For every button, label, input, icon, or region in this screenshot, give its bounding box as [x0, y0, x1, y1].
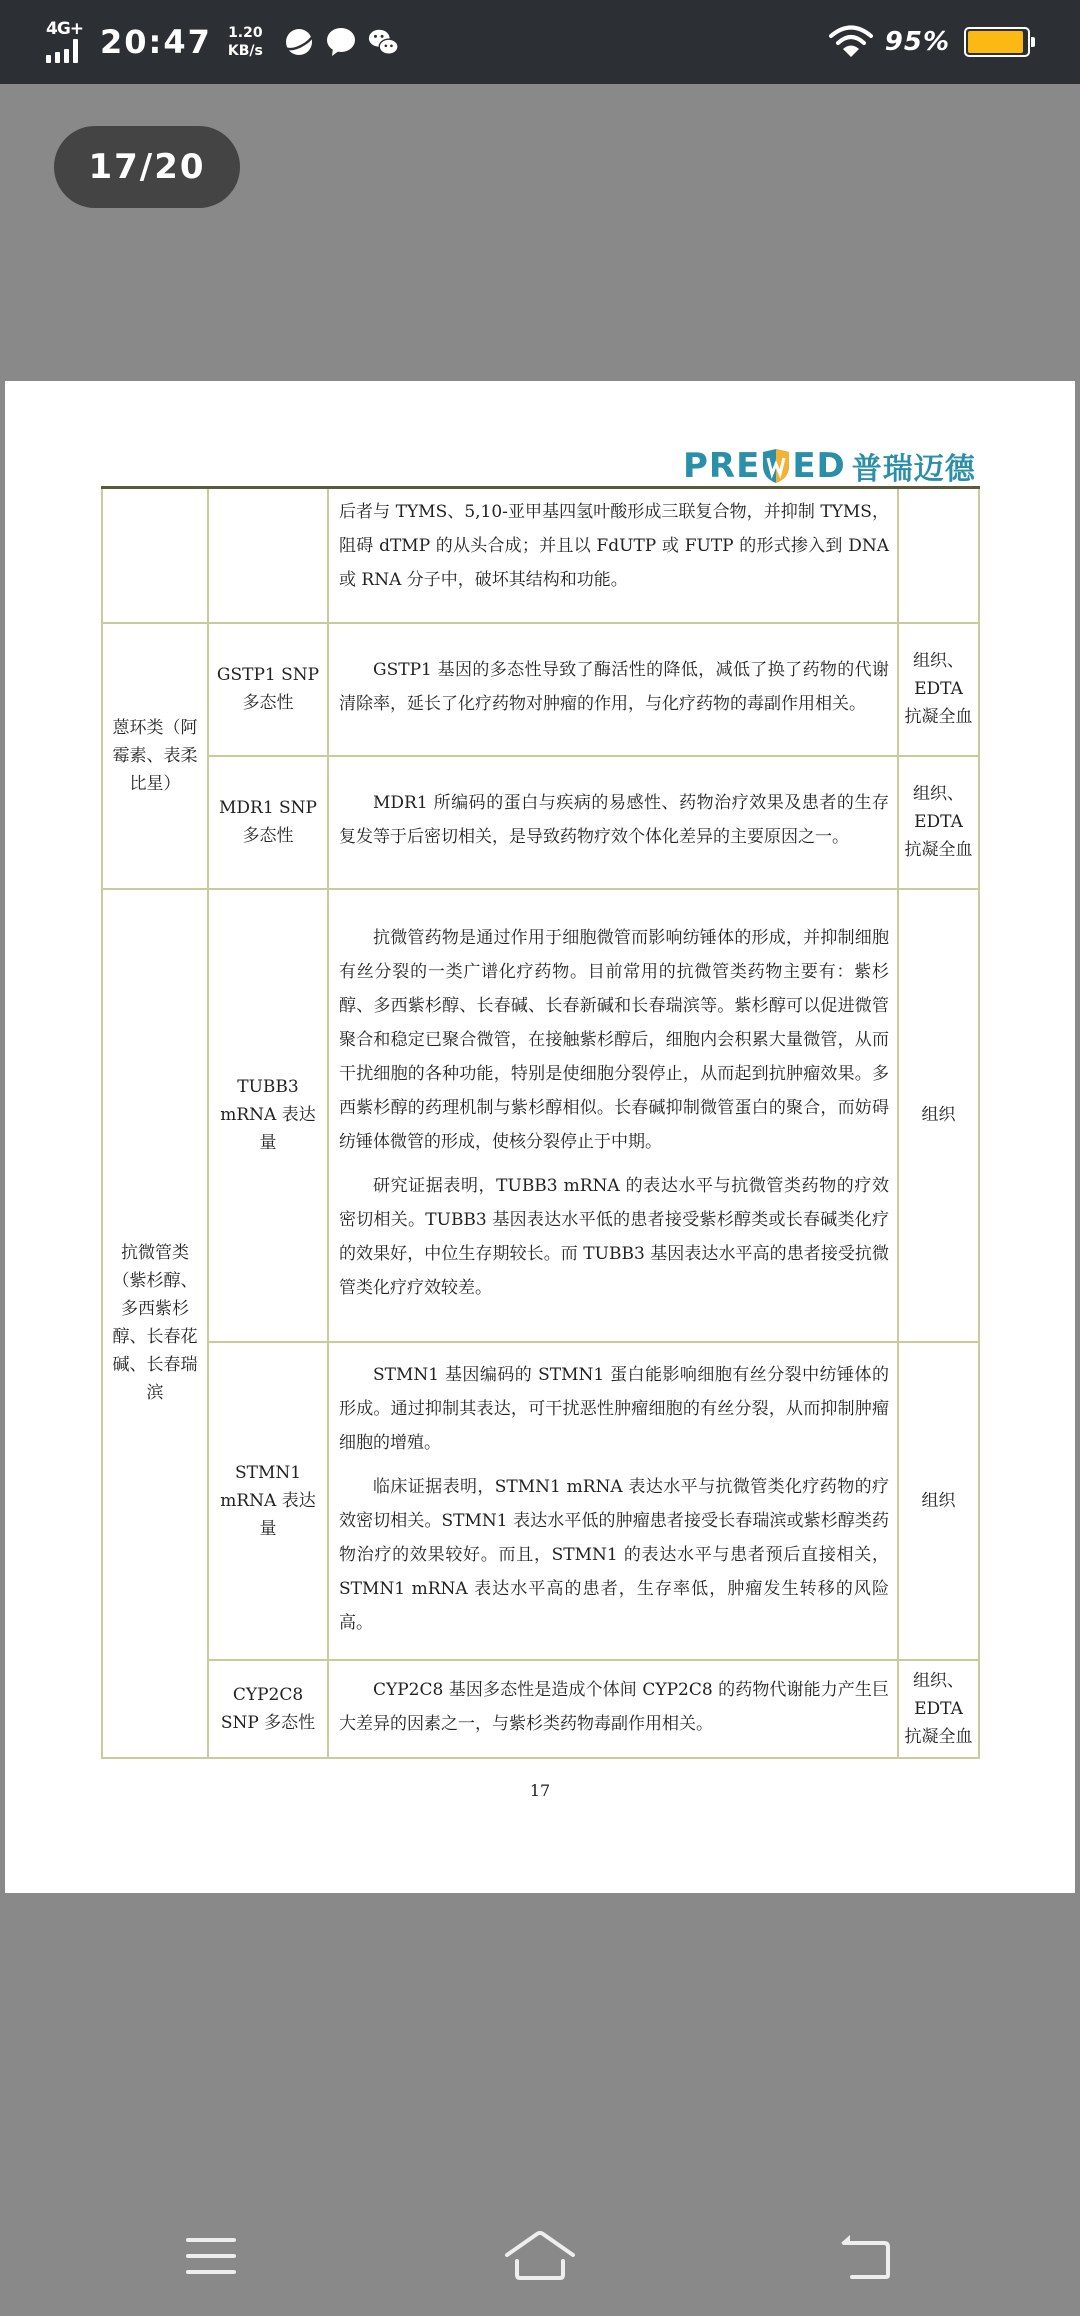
description-cell: GSTP1 基因的多态性导致了酶活性的降低，减低了换了药物的代谢清除率，延长了化疗药物对肿瘤的作用，与化疗药物的毒副作用相关。 — [328, 623, 898, 756]
home-icon — [504, 2231, 576, 2281]
category-cell: 蒽环类（阿霉素、表柔比星） — [102, 623, 208, 889]
description-cell: MDR1 所编码的蛋白与疾病的易感性、药物治疗效果及患者的生存复发等于后密切相关，是导致药物疗效个体化差异的主要原因之一。 — [328, 756, 898, 889]
drug-gene-table — [101, 486, 980, 1759]
sample-cell: 组织 — [898, 1342, 979, 1660]
sample-cell: 组织、EDTA 抗凝全血 — [898, 756, 979, 889]
status-bar — [0, 0, 1080, 84]
net-speed: 1.20 KB/s — [227, 25, 263, 59]
back-icon — [838, 2231, 894, 2281]
table-row — [102, 756, 979, 889]
premed-logo: PRE ED 普瑞迈德 — [683, 446, 976, 487]
description-cell: STMN1 基因编码的 STMN1 蛋白能影响细胞有丝分裂中纺锤体的形成。通过抑制其表达，可干扰恶性肿瘤细胞的有丝分裂，从而抑制肿瘤细胞的增殖。 临床证据表明，STMN1 mRNA 表达水平与抗微管类化疗药物的疗效密切相关。STMN1 表达水平低的肿瘤患者接受长春瑞滨或紫杉醇类药物治疗的效果较好。而且，STMN1 的表达水平与患者预后直接相关，STMN1 mRNA 表达水平高的患者，生存率低，肿瘤发生转移的风险高。 — [328, 1342, 898, 1660]
sample-cell: 组织、EDTA 抗凝全血 — [898, 1660, 979, 1758]
menu-button[interactable] — [171, 2226, 251, 2286]
gene-cell: GSTP1 SNP 多态性 — [208, 623, 328, 756]
clock: 20:47 — [100, 23, 212, 61]
network-type: 4G+ — [46, 19, 84, 39]
sample-cell — [898, 488, 979, 623]
category-cell: 抗微管类（紫杉醇、多西紫杉醇、长春花碱、长春瑞滨 — [102, 889, 208, 1758]
gene-cell: CYP2C8 SNP 多态性 — [208, 1660, 328, 1758]
table-row — [102, 488, 979, 623]
battery-icon — [964, 27, 1030, 57]
gene-cell: STMN1 mRNA 表达量 — [208, 1342, 328, 1660]
navigation-bar — [0, 2196, 1080, 2316]
description-cell: CYP2C8 基因多态性是造成个体间 CYP2C8 的药物代谢能力产生巨大差异的因素之一，与紫杉类药物毒副作用相关。 — [328, 1660, 898, 1758]
category-cell — [102, 488, 208, 623]
table-row — [102, 889, 979, 1342]
table-row — [102, 1660, 979, 1758]
table-row — [102, 1342, 979, 1660]
cellular-signal-icon — [46, 21, 88, 63]
battery-percent: 95% — [884, 27, 950, 57]
browser-planet-icon — [283, 26, 315, 58]
sample-cell: 组织、EDTA 抗凝全血 — [898, 623, 979, 756]
message-bubble-icon — [325, 26, 357, 58]
gene-cell: MDR1 SNP 多态性 — [208, 756, 328, 889]
gene-cell — [208, 488, 328, 623]
wifi-icon — [829, 25, 873, 59]
menu-icon — [185, 2236, 237, 2276]
description-cell: 后者与 TYMS、5,10-亚甲基四氢叶酸形成三联复合物，并抑制 TYMS，阻碍 dTMP 的从头合成；并且以 FdUTP 或 FUTP 的形式掺入到 DNA 或 RNA 分子中，破坏其结构和功能。 — [328, 488, 898, 623]
document-page[interactable] — [5, 381, 1075, 1893]
wechat-icon — [367, 26, 399, 58]
sample-cell: 组织 — [898, 889, 979, 1342]
back-button[interactable] — [826, 2226, 906, 2286]
home-button[interactable] — [500, 2226, 580, 2286]
table-row — [102, 623, 979, 756]
gene-cell: TUBB3 mRNA 表达量 — [208, 889, 328, 1342]
shield-m-logo-icon — [761, 448, 791, 484]
description-cell: 抗微管药物是通过作用于细胞微管而影响纺锤体的形成，并抑制细胞有丝分裂的一类广谱化疗药物。目前常用的抗微管类药物主要有：紫杉醇、多西紫杉醇、长春碱、长春新碱和长春瑞滨等。紫杉醇可以促进微管聚合和稳定已聚合微管，在接触紫杉醇后，细胞内会积累大量微管，从而干扰细胞的各种功能，特别是使细胞分裂停止，从而起到抗肿瘤效果。多西紫杉醇的药理机制与紫杉醇相似。长春碱抑制微管蛋白的聚合，而妨碍纺锤体微管的形成，使核分裂停止于中期。 研究证据表明，TUBB3 mRNA 的表达水平与抗微管类药物的疗效密切相关。TUBB3 基因表达水平低的患者接受紫杉醇类或长春碱类化疗的效果好，中位生存期较长。而 TUBB3 基因表达水平高的患者接受抗微管类化疗疗效较差。 — [328, 889, 898, 1342]
page-indicator: 17/20 — [54, 126, 240, 208]
page-number: 17 — [529, 1781, 551, 1800]
